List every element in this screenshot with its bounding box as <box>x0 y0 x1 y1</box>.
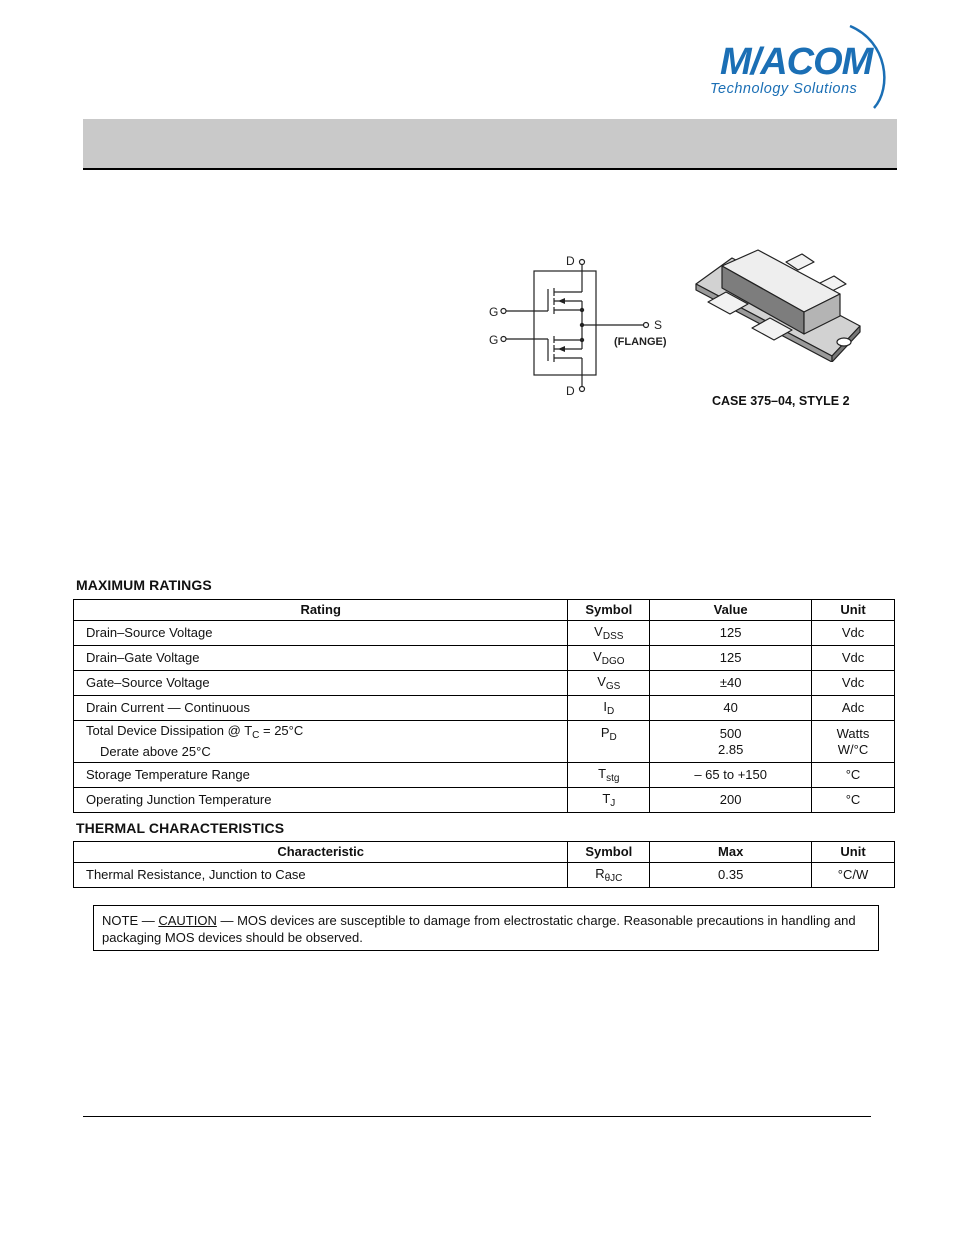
macom-logo <box>700 20 890 115</box>
value-cell: 40 <box>650 696 812 721</box>
table-row <box>74 788 895 813</box>
table-header-row <box>74 600 895 621</box>
value-cell: 125 <box>650 646 812 671</box>
symbol-cell: $I_D$ <box>568 696 650 721</box>
logo-tagline: Technology Solutions <box>710 81 858 97</box>
value-cell: – 65 to +150 <box>650 763 812 788</box>
value-cell: 200 <box>650 788 812 813</box>
symbol-cell: $P_D$ <box>568 721 650 763</box>
header-rating: Rating <box>74 600 568 621</box>
esd-caution-note: NOTE — CAUTION — MOS devices are susceptible to damage from electrostatic charge. Reasonable precautions in handling and packaging MOS devices should be observed. <box>93 905 879 951</box>
max-ratings-table <box>73 599 895 813</box>
rating-cell: Gate–Source Voltage <box>74 671 568 696</box>
rating-cell: Storage Temperature Range <box>74 763 568 788</box>
flange-label: (FLANGE) <box>614 336 667 348</box>
unit-cell: °C <box>812 788 895 813</box>
header-characteristic: Characteristic <box>74 842 568 863</box>
rating-cell: Total Device Dissipation @ $T_C = 25^\circ C$ Derate above 25°C <box>74 721 568 763</box>
table-row <box>74 646 895 671</box>
header-unit: Unit <box>812 600 895 621</box>
unit-cell: Vdc <box>812 621 895 646</box>
case-style-label: CASE 375–04, STYLE 2 <box>712 394 850 408</box>
characteristic-cell: Thermal Resistance, Junction to Case <box>74 863 568 888</box>
unit-cell: Vdc <box>812 646 895 671</box>
title-band <box>83 119 897 170</box>
value-cell: 125 <box>650 621 812 646</box>
footer-rule <box>83 1116 871 1117</box>
thermal-title: THERMAL CHARACTERISTICS <box>76 820 285 836</box>
header-value: Value <box>650 600 812 621</box>
caution-label: CAUTION <box>158 913 217 928</box>
logo-brand: M/ACOM <box>720 41 873 83</box>
unit-cell: Vdc <box>812 671 895 696</box>
symbol-cell: $T_{stg}$ <box>568 763 650 788</box>
table-row <box>74 721 895 763</box>
fet-schematic-diagram <box>486 250 676 400</box>
symbol-cell: $R_{\theta JC}$ <box>568 863 650 888</box>
header-max: Max <box>650 842 812 863</box>
rating-cell: Drain Current — Continuous <box>74 696 568 721</box>
unit-cell: °C/W <box>812 863 895 888</box>
table-row <box>74 863 895 888</box>
table-row <box>74 621 895 646</box>
symbol-cell: $V_{GS}$ <box>568 671 650 696</box>
max-ratings-title: MAXIMUM RATINGS <box>76 577 212 593</box>
package-drawing <box>692 244 864 362</box>
table-header-row <box>74 842 895 863</box>
rating-cell: Operating Junction Temperature <box>74 788 568 813</box>
symbol-cell: $V_{DSS}$ <box>568 621 650 646</box>
drain-bottom-label: D <box>566 384 575 398</box>
unit-cell: Adc <box>812 696 895 721</box>
table-row <box>74 671 895 696</box>
header-unit: Unit <box>812 842 895 863</box>
rating-cell: Drain–Gate Voltage <box>74 646 568 671</box>
source-label: S <box>654 318 663 332</box>
header-symbol: Symbol <box>568 842 650 863</box>
drain-top-label: D <box>566 254 575 268</box>
unit-cell: Watts W/°C <box>812 721 895 763</box>
thermal-table <box>73 841 895 888</box>
gate-2-label: G <box>489 333 499 347</box>
value-cell: 500 2.85 <box>650 721 812 763</box>
value-cell: ±40 <box>650 671 812 696</box>
header-symbol: Symbol <box>568 600 650 621</box>
table-row <box>74 696 895 721</box>
table-row <box>74 763 895 788</box>
symbol-cell: $V_{DGO}$ <box>568 646 650 671</box>
rating-cell: Drain–Source Voltage <box>74 621 568 646</box>
unit-cell: °C <box>812 763 895 788</box>
gate-1-label: G <box>489 305 499 319</box>
max-cell: 0.35 <box>650 863 812 888</box>
symbol-cell: $T_J$ <box>568 788 650 813</box>
